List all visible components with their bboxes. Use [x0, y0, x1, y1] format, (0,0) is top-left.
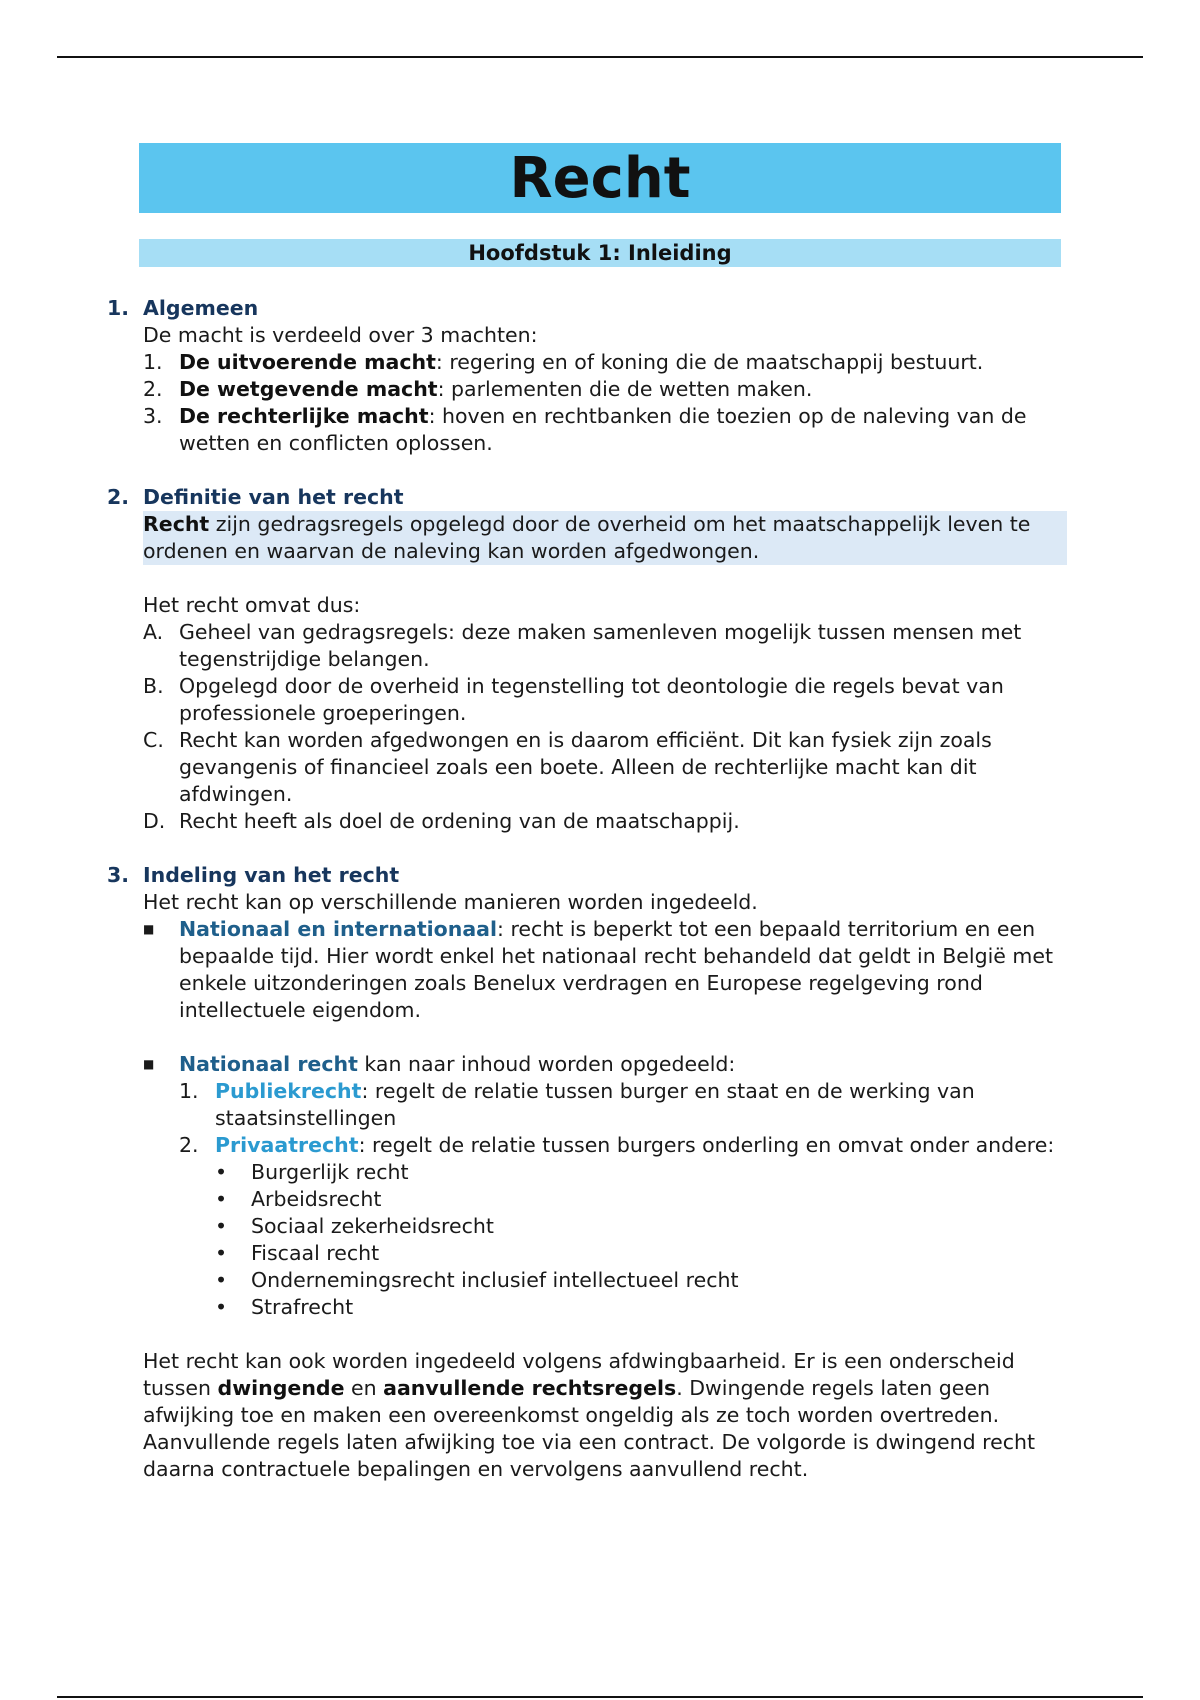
list-item: 1. Publiekrecht: regelt de relatie tussen burger en staat en de werking van staatsinstellingen [179, 1079, 975, 1130]
sub-list-item: • Strafrecht [215, 1295, 354, 1319]
section-definitie [107, 484, 1067, 835]
list-item: A. Geheel van gedragsregels: deze maken samenleven mogelijk tussen mensen met tegenstrijdige belangen. [143, 620, 1022, 671]
section-intro: Het recht omvat dus: [143, 593, 361, 617]
list-item: B. Opgelegd door de overheid in tegenstelling tot deontologie die regels bevat van professionele groeperingen. [143, 674, 1004, 725]
dot-bullet-icon: • [215, 1295, 228, 1319]
section-intro: Het recht kan op verschillende manieren worden ingedeeld. [143, 890, 758, 914]
bullet-item: ■ Nationaal recht kan naar inhoud worden opgedeeld: [143, 1052, 736, 1076]
chapter-heading: Hoofdstuk 1: Inleiding [139, 239, 1061, 267]
section-heading: 3. Indeling van het recht [107, 863, 400, 887]
top-rule [57, 56, 1143, 58]
dot-bullet-icon: • [215, 1241, 228, 1265]
section-intro: De macht is verdeeld over 3 machten: [143, 323, 538, 347]
document-title: Recht [139, 143, 1061, 213]
sub-list-item: • Arbeidsrecht [215, 1187, 382, 1211]
definition-box: Recht zijn gedragsregels opgelegd door de overheid om het maatschappelijk leven te ordenen en waarvan de naleving kan worden afgedwongen. [143, 511, 1067, 565]
dot-bullet-icon: • [215, 1187, 228, 1211]
bullet-item: ■ Nationaal en internationaal: recht is beperkt tot een bepaald territorium en een bepaalde tijd. Hier wordt enkel het nationaal recht behandeld dat geldt in België met enkele uitzonderingen zoals Benelux verdragen en Europese regelgeving rond intellectuele eigendom. [143, 917, 1054, 1022]
sub-list-item: • Ondernemingsrecht inclusief intellectueel recht [215, 1268, 739, 1292]
square-bullet-icon: ■ [143, 922, 155, 936]
document-body [107, 295, 1067, 1510]
list-item: 1. De uitvoerende macht: regering en of koning die de maatschappij bestuurt. [143, 350, 984, 374]
sub-list-item: • Fiscaal recht [215, 1241, 380, 1265]
square-bullet-icon: ■ [143, 1057, 155, 1071]
section-heading: 2. Definitie van het recht [107, 485, 404, 509]
dot-bullet-icon: • [215, 1160, 228, 1184]
section-algemeen [107, 295, 1067, 457]
list-item: 2. Privaatrecht: regelt de relatie tussen burgers onderling en omvat onder andere: [179, 1133, 1055, 1157]
paragraph-afdwingbaarheid: Het recht kan ook worden ingedeeld volgens afdwingbaarheid. Er is een onderscheid tussen dwingende en aanvullende rechtsregels. Dwingende regels laten geen afwijking toe en maken een overeenkomst ongeldig als ze toch worden overtreden. Aanvullende regels laten afwijking toe via een contract. De volgorde is dwingend recht daarna contractuele bepalingen en vervolgens aanvullend recht. [143, 1349, 1036, 1481]
sub-list-item: • Sociaal zekerheidsrecht [215, 1214, 494, 1238]
section-indeling [107, 862, 1067, 1483]
list-item: D. Recht heeft als doel de ordening van de maatschappij. [143, 809, 740, 833]
dot-bullet-icon: • [215, 1268, 228, 1292]
list-item: C. Recht kan worden afgedwongen en is daarom efficiënt. Dit kan fysiek zijn zoals gevangenis of financieel zoals een boete. Alleen de rechterlijke macht kan dit afdwingen. [143, 728, 992, 806]
dot-bullet-icon: • [215, 1214, 228, 1238]
section-heading: 1. Algemeen [107, 296, 259, 320]
bottom-rule [57, 1696, 1143, 1698]
list-item: 3. De rechterlijke macht: hoven en rechtbanken die toezien op de naleving van de wetten en conflicten oplossen. [143, 404, 1027, 455]
sub-list-item: • Burgerlijk recht [215, 1160, 409, 1184]
list-item: 2. De wetgevende macht: parlementen die de wetten maken. [143, 377, 813, 401]
